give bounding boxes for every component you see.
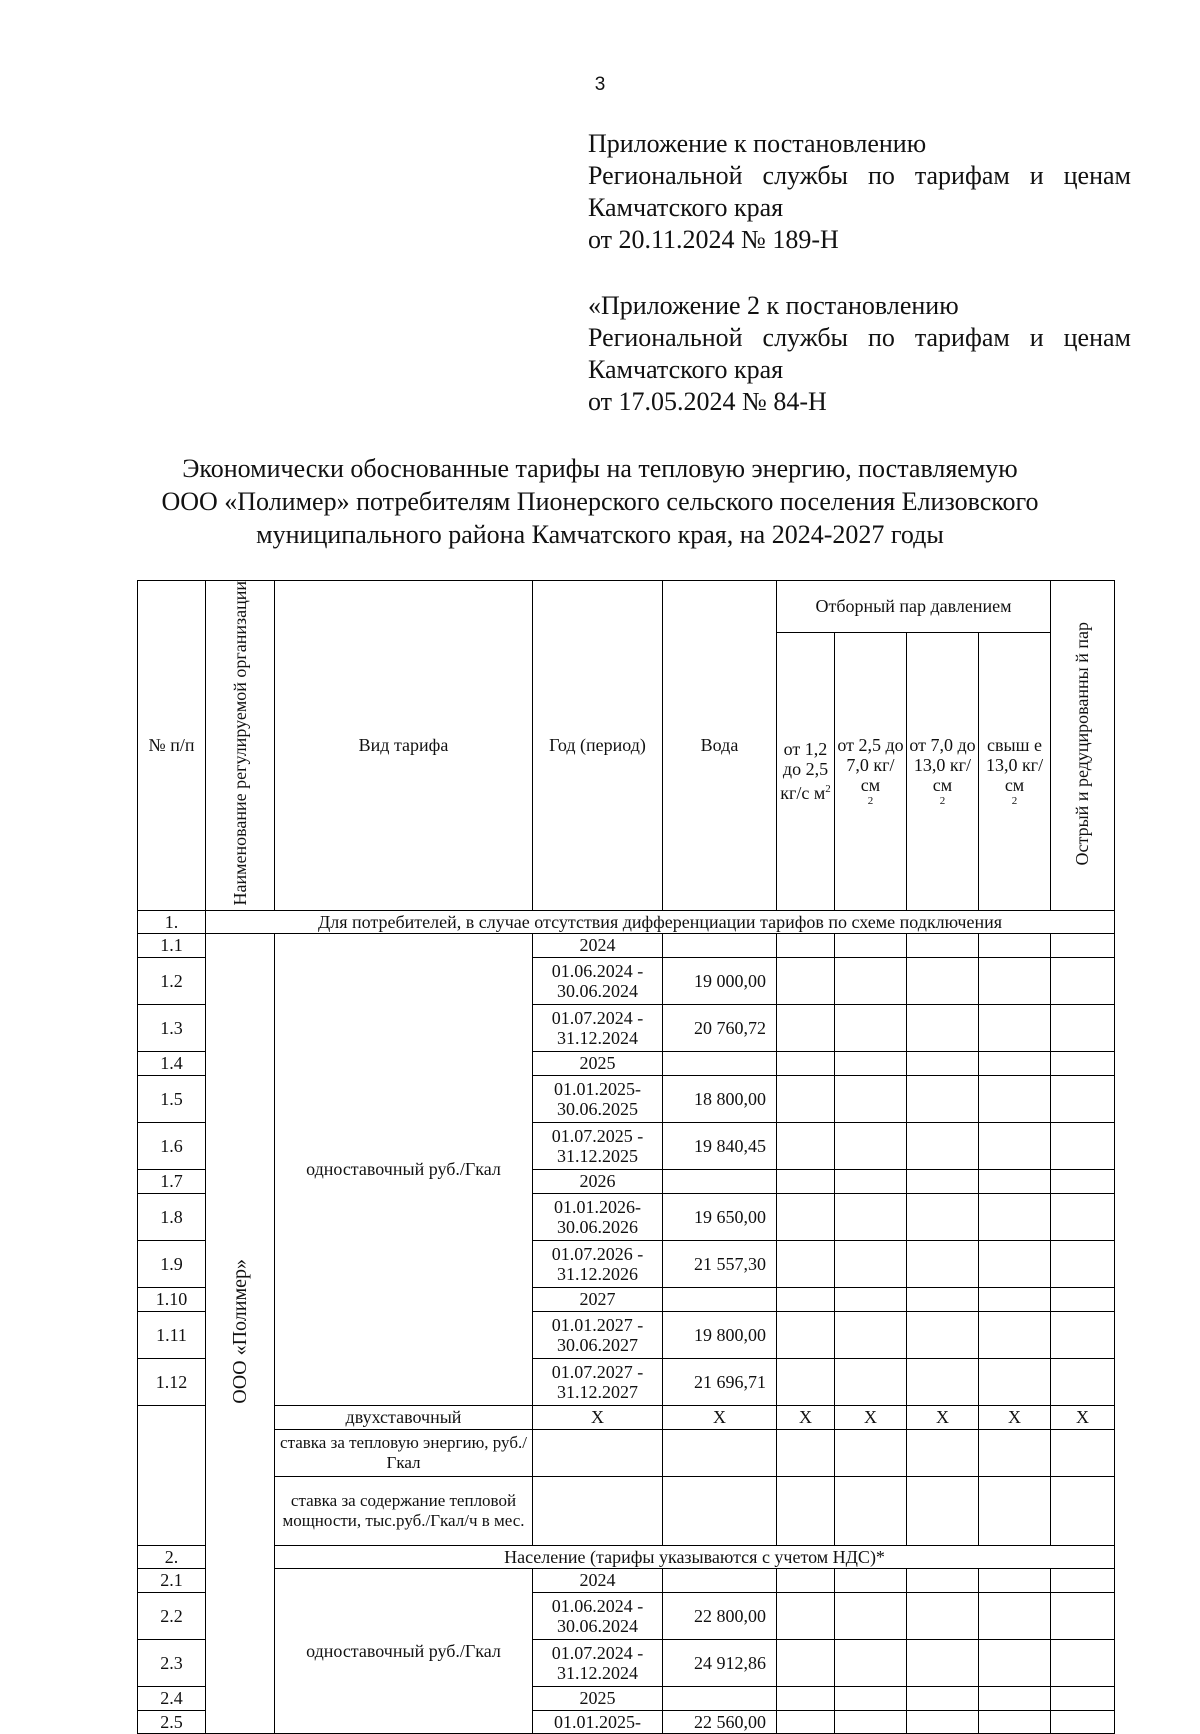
appendix-line: от 20.11.2024 № 189-Н (588, 225, 839, 254)
row-num: 1.1 (138, 933, 206, 957)
row-num: 1.8 (138, 1193, 206, 1240)
empty-cell (777, 1592, 835, 1639)
row-period: 01.07.2026 - 31.12.2026 (533, 1240, 663, 1287)
empty-cell (1051, 1169, 1115, 1193)
empty-cell (1051, 1429, 1115, 1476)
table-row (138, 1568, 1115, 1592)
row-num: 1.3 (138, 1004, 206, 1051)
empty-cell (835, 1568, 907, 1592)
row-num: 2.2 (138, 1592, 206, 1639)
empty-cell (835, 1193, 907, 1240)
row-period: 01.01.2026- 30.06.2026 (533, 1193, 663, 1240)
empty-cell (907, 1075, 979, 1122)
row-num: 2.4 (138, 1686, 206, 1710)
row-water: 19 800,00 (663, 1311, 777, 1358)
header-sharp-steam: Острый и редуцированны й пар (1051, 581, 1115, 911)
row-water (663, 1169, 777, 1193)
empty-cell (979, 1075, 1051, 1122)
empty-cell (777, 1075, 835, 1122)
empty-cell (1051, 1075, 1115, 1122)
x-mark: X (907, 1405, 979, 1429)
empty-cell (907, 1592, 979, 1639)
section-title: Для потребителей, в случае отсутствия дифференциации тарифов по схеме подключения (206, 910, 1115, 933)
empty-cell (979, 1639, 1051, 1686)
header-steam-4: свыш е 13,0 кг/см 2 (979, 632, 1051, 910)
empty-cell (907, 1311, 979, 1358)
empty-cell (907, 1240, 979, 1287)
empty-cell (1051, 933, 1115, 957)
header-steam-1: от 1,2 до 2,5 кг/с $м^2$ (777, 632, 835, 910)
empty-cell (979, 1686, 1051, 1710)
empty-cell (835, 1358, 907, 1405)
row-period: 2024 (533, 933, 663, 957)
empty-cell (907, 1169, 979, 1193)
empty-cell (1051, 1004, 1115, 1051)
row-water: 21 696,71 (663, 1358, 777, 1405)
empty-cell (979, 1568, 1051, 1592)
appendix-line: Камчатского края (588, 193, 784, 222)
empty-cell (979, 1004, 1051, 1051)
empty-cell (907, 1287, 979, 1311)
empty-cell (1051, 957, 1115, 1004)
empty-cell (835, 1122, 907, 1169)
organization-cell (206, 933, 275, 1733)
empty-cell (533, 1476, 663, 1545)
x-mark: X (1051, 1405, 1115, 1429)
header-org-name: Наименование регулируемой организации (206, 581, 275, 911)
header-tariff-type: Вид тарифа (275, 581, 533, 911)
empty-cell (777, 933, 835, 957)
empty-cell (979, 933, 1051, 957)
empty-cell (835, 1240, 907, 1287)
tariff-type-two: двухставочный (275, 1405, 533, 1429)
header-num: № п/п (138, 581, 206, 911)
empty-cell (979, 1358, 1051, 1405)
empty-cell (777, 1686, 835, 1710)
empty-cell (979, 1710, 1051, 1733)
row-num: 1.12 (138, 1358, 206, 1405)
row-period: 2024 (533, 1568, 663, 1592)
document-title (60, 452, 1140, 551)
empty-cell (979, 1476, 1051, 1545)
empty-cell (907, 1122, 979, 1169)
empty-cell (907, 1051, 979, 1075)
row-num: 2.5 (138, 1710, 206, 1733)
row-period: 2026 (533, 1169, 663, 1193)
empty-cell (1051, 1686, 1115, 1710)
empty-cell (907, 1568, 979, 1592)
empty-cell (907, 1686, 979, 1710)
row-water: 19 650,00 (663, 1193, 777, 1240)
empty-cell (777, 1639, 835, 1686)
empty-cell (1051, 1476, 1115, 1545)
row-num: 1.7 (138, 1169, 206, 1193)
table-row (138, 1429, 1115, 1476)
row-num: 1.2 (138, 957, 206, 1004)
empty-cell (777, 1122, 835, 1169)
empty-cell (835, 1169, 907, 1193)
empty-cell (979, 957, 1051, 1004)
appendix-previous (588, 290, 1131, 418)
row-water (663, 1051, 777, 1075)
empty-cell (907, 1429, 979, 1476)
page-number: 3 (594, 74, 606, 95)
row-water: 22 560,00 (663, 1710, 777, 1733)
row-water: 21 557,30 (663, 1240, 777, 1287)
empty-cell (663, 1429, 777, 1476)
empty-cell (777, 1710, 835, 1733)
appendix-line: Камчатского края (588, 355, 784, 384)
row-period: 01.01.2025- (533, 1710, 663, 1733)
row-period: 01.07.2027 - 31.12.2027 (533, 1358, 663, 1405)
section-row (138, 910, 1115, 933)
empty-cell (777, 1358, 835, 1405)
empty-cell (777, 1311, 835, 1358)
empty-cell (533, 1429, 663, 1476)
section-row (138, 1545, 1115, 1568)
row-period: 01.06.2024 - 30.06.2024 (533, 1592, 663, 1639)
empty-cell (835, 1686, 907, 1710)
empty-cell (979, 1051, 1051, 1075)
row-num: 1.5 (138, 1075, 206, 1122)
x-mark: X (533, 1405, 663, 1429)
appendix-line: Региональной службы по тарифам и ценам (588, 323, 1131, 352)
row-water (663, 1686, 777, 1710)
section-num: 1. (138, 910, 206, 933)
empty-cell (1051, 1311, 1115, 1358)
row-water: 24 912,86 (663, 1639, 777, 1686)
title-line: ООО «Полимер» потребителям Пионерского сельского поселения Елизовского (161, 487, 1039, 516)
empty-cell (777, 957, 835, 1004)
empty-cell (835, 1004, 907, 1051)
empty-cell (777, 1193, 835, 1240)
empty-cell (777, 1287, 835, 1311)
capacity-rate: ставка за содержание тепловой мощности, тыс.руб./Гкал/ч в мес. (275, 1476, 533, 1545)
empty-cell (1051, 1193, 1115, 1240)
row-period: 2025 (533, 1051, 663, 1075)
row-water (663, 933, 777, 957)
empty-cell (907, 1193, 979, 1240)
appendix-line: «Приложение 2 к постановлению (588, 291, 959, 320)
empty-cell (979, 1240, 1051, 1287)
empty-cell (907, 1004, 979, 1051)
x-mark: X (835, 1405, 907, 1429)
x-mark: X (979, 1405, 1051, 1429)
table-row (138, 933, 1115, 957)
row-water: 18 800,00 (663, 1075, 777, 1122)
empty-cell (835, 1287, 907, 1311)
row-water (663, 1287, 777, 1311)
row-period: 01.06.2024 - 30.06.2024 (533, 957, 663, 1004)
empty-cell (1051, 1240, 1115, 1287)
organization-name: ООО «Полимер» (228, 1258, 251, 1404)
empty-cell (979, 1311, 1051, 1358)
row-num: 1.11 (138, 1311, 206, 1358)
empty-cell (777, 1429, 835, 1476)
tariff-type-single: одноставочный руб./Гкал (275, 933, 533, 1405)
row-water: 22 800,00 (663, 1592, 777, 1639)
header-year-period: Год (период) (533, 581, 663, 911)
x-mark: X (663, 1405, 777, 1429)
empty-cell (1051, 1639, 1115, 1686)
empty-cell (835, 1592, 907, 1639)
appendix-line: Региональной службы по тарифам и ценам (588, 161, 1131, 190)
row-water (663, 1568, 777, 1592)
tariff-type-single: одноставочный руб./Гкал (275, 1568, 533, 1733)
row-water: 19 000,00 (663, 957, 777, 1004)
empty-cell (777, 1476, 835, 1545)
heat-energy-rate: ставка за тепловую энергию, руб./Гкал (275, 1429, 533, 1476)
table-row (138, 1405, 1115, 1429)
empty-cell (777, 1240, 835, 1287)
empty-cell (907, 957, 979, 1004)
header-steam-2: от 2,5 до 7,0 кг/см 2 (835, 632, 907, 910)
empty-cell (777, 1169, 835, 1193)
empty-cell (1051, 1592, 1115, 1639)
appendix-line: от 17.05.2024 № 84-Н (588, 387, 827, 416)
empty-cell (907, 933, 979, 957)
row-period: 2027 (533, 1287, 663, 1311)
row-num: 1.6 (138, 1122, 206, 1169)
empty-cell (777, 1568, 835, 1592)
row-period: 01.07.2025 - 31.12.2025 (533, 1122, 663, 1169)
header-steam-3: от 7,0 до 13,0 кг/см 2 (907, 632, 979, 910)
empty-cell (1051, 1122, 1115, 1169)
empty-cell (835, 1075, 907, 1122)
empty-cell (1051, 1358, 1115, 1405)
section-num: 2. (138, 1545, 206, 1568)
appendix-current (588, 128, 1131, 256)
empty-cell (979, 1193, 1051, 1240)
empty-cell (1051, 1051, 1115, 1075)
section-title: Население (тарифы указываются с учетом НДС)* (275, 1545, 1115, 1568)
title-line: муниципального района Камчатского края, на 2024-2027 годы (256, 520, 944, 549)
tariff-table (137, 580, 1115, 1734)
empty-cell (979, 1592, 1051, 1639)
row-num: 1.9 (138, 1240, 206, 1287)
empty-cell (979, 1169, 1051, 1193)
row-period: 2025 (533, 1686, 663, 1710)
empty-cell (979, 1287, 1051, 1311)
empty-cell (979, 1122, 1051, 1169)
empty-cell (835, 1051, 907, 1075)
empty-cell (777, 1051, 835, 1075)
row-num: 1.10 (138, 1287, 206, 1311)
empty-cell (835, 957, 907, 1004)
empty-cell (907, 1358, 979, 1405)
empty-cell (1051, 1287, 1115, 1311)
header-steam-group: Отборный пар давлением (777, 581, 1051, 633)
empty-cell (777, 1004, 835, 1051)
row-num: 2.3 (138, 1639, 206, 1686)
empty-cell (979, 1429, 1051, 1476)
row-period: 01.07.2024 - 31.12.2024 (533, 1639, 663, 1686)
row-num (138, 1405, 206, 1545)
row-period: 01.01.2027 - 30.06.2027 (533, 1311, 663, 1358)
appendix-line: Приложение к постановлению (588, 129, 927, 158)
empty-cell (663, 1476, 777, 1545)
empty-cell (1051, 1568, 1115, 1592)
empty-cell (1051, 1710, 1115, 1733)
table-row (138, 1476, 1115, 1545)
empty-cell (907, 1639, 979, 1686)
row-period: 01.01.2025- 30.06.2025 (533, 1075, 663, 1122)
row-num: 1.4 (138, 1051, 206, 1075)
row-water: 20 760,72 (663, 1004, 777, 1051)
empty-cell (835, 933, 907, 957)
empty-cell (835, 1476, 907, 1545)
empty-cell (835, 1710, 907, 1733)
title-line: Экономически обоснованные тарифы на тепловую энергию, поставляемую (182, 454, 1018, 483)
header-water: Вода (663, 581, 777, 911)
empty-cell (835, 1429, 907, 1476)
empty-cell (907, 1476, 979, 1545)
row-num: 2.1 (138, 1568, 206, 1592)
row-water: 19 840,45 (663, 1122, 777, 1169)
empty-cell (835, 1639, 907, 1686)
empty-cell (835, 1311, 907, 1358)
empty-cell (907, 1710, 979, 1733)
row-period: 01.07.2024 - 31.12.2024 (533, 1004, 663, 1051)
x-mark: X (777, 1405, 835, 1429)
